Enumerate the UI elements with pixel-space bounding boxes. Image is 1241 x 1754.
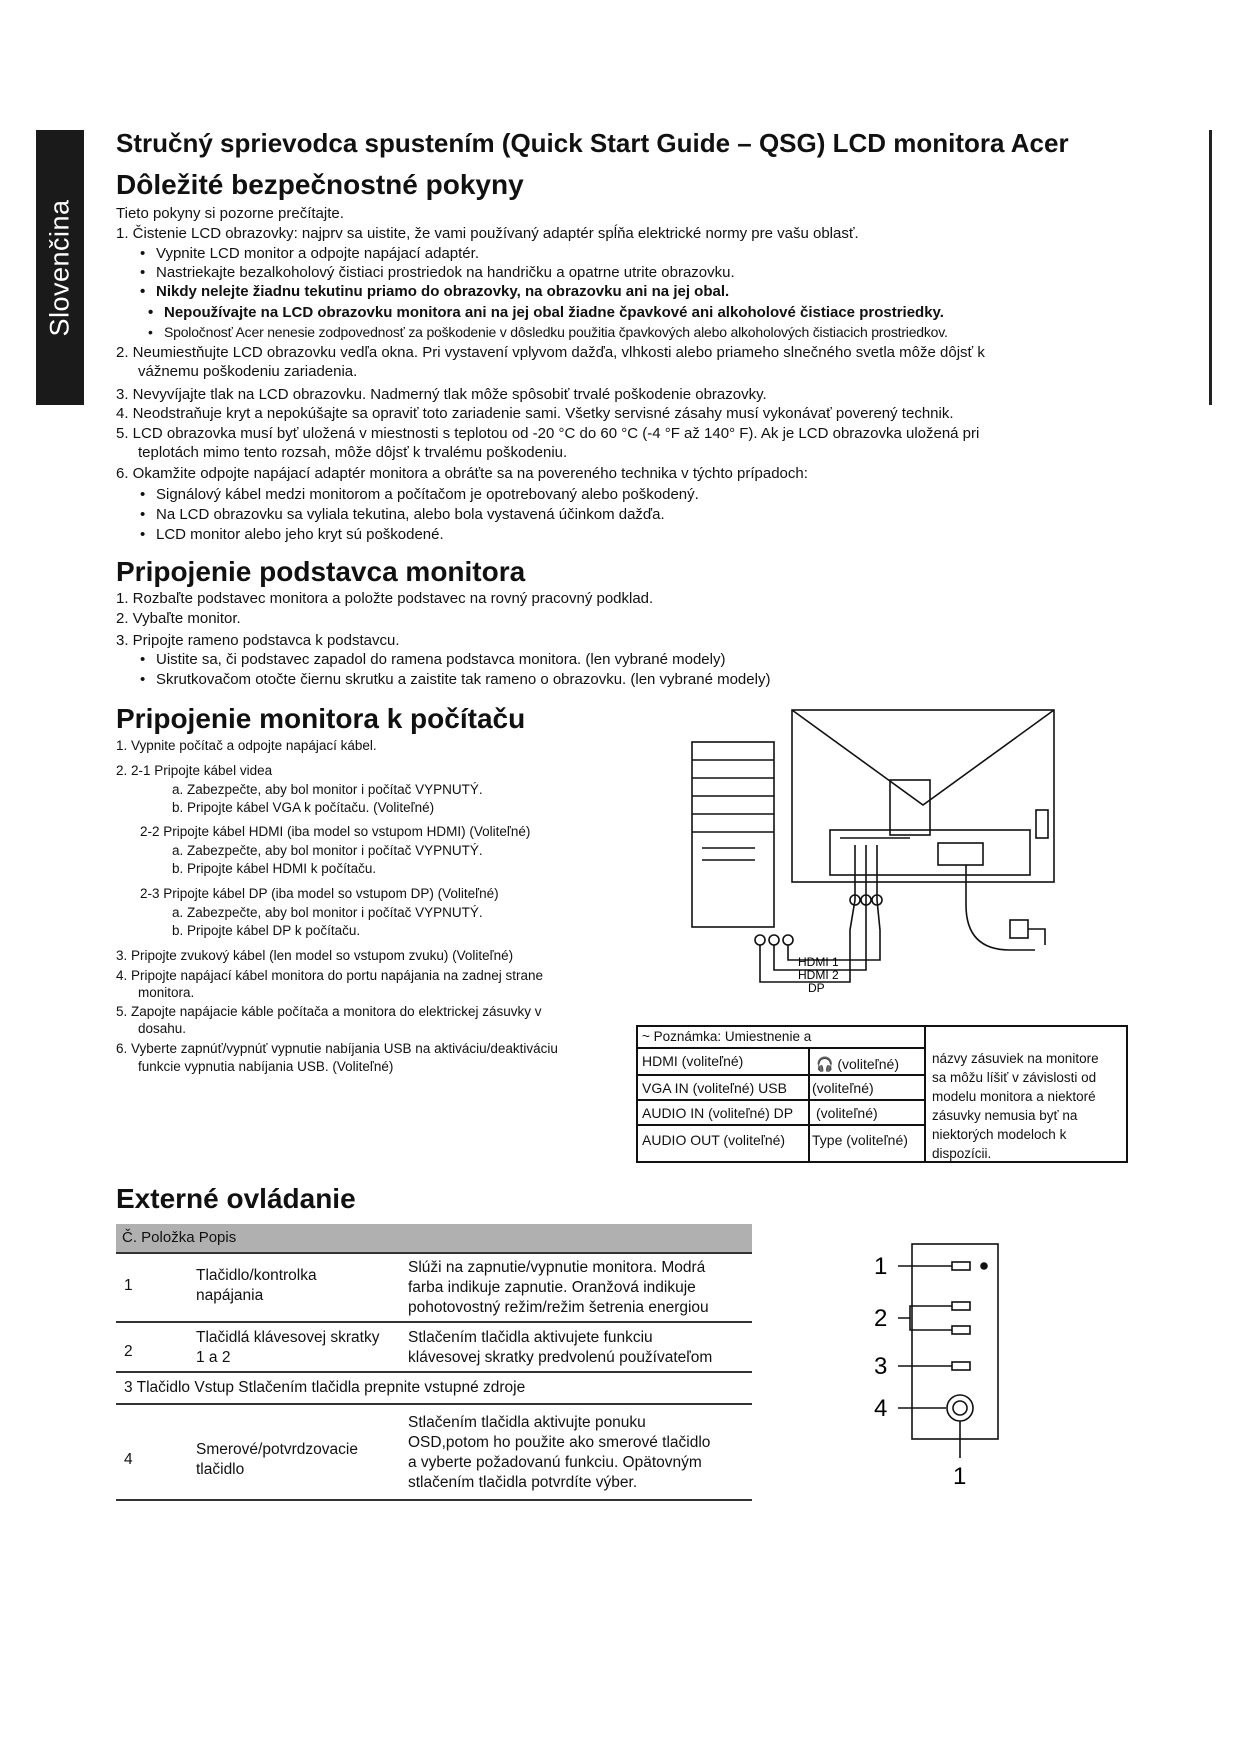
connect-step-4-cont: monitora. — [138, 985, 195, 1000]
controls-r1-desc-1: Slúži na zapnutie/vypnutie monitora. Modrá — [408, 1259, 706, 1276]
note-right-line: niektorých modeloch k — [932, 1127, 1067, 1142]
connect-step-3: 3. Pripojte zvukový kábel (len model so vstupom zvuku) (Voliteľné) — [116, 948, 514, 963]
connect-step-6: 6. Vyberte zapnúť/vypnúť vypnutie nabíjania USB na aktiváciu/deaktiváciu — [116, 1041, 558, 1056]
language-tab — [36, 130, 84, 405]
controls-r4-item-1: Smerové/potvrdzovacie — [196, 1441, 358, 1458]
diagram-num-2: 2 — [874, 1305, 888, 1332]
safety-item-4: 4. Neodstraňuje kryt a nepokúšajte sa opraviť toto zariadenie sami. Všetky servisné zásahy musí vykonávať poverený technik. — [116, 405, 954, 422]
safety-item-6-bullet-3: • LCD monitor alebo jeho kryt sú poškodené. — [156, 525, 444, 544]
safety-item-6-bullet-1: • Signálový kábel medzi monitorom a počítačom je opotrebovaný alebo poškodený. — [156, 485, 699, 504]
diagram-num-4: 4 — [874, 1395, 888, 1422]
page-title: Stručný sprievodca spustením (Quick Start Guide – QSG) LCD monitora Acer — [116, 128, 1069, 158]
diagram-num-1-bottom: 1 — [953, 1463, 967, 1490]
connect-step-2-2b: b. Pripojte kábel HDMI k počítaču. — [172, 861, 377, 876]
controls-r1-desc-3: pohotovostný režim/režim šetrenia energiou — [408, 1299, 709, 1316]
controls-r4-item-2: tlačidlo — [196, 1461, 245, 1478]
diagram-label-hdmi1: HDMI 1 — [798, 955, 839, 969]
safety-item-2-cont: vážnemu poškodeniu zariadenia. — [138, 363, 358, 380]
note-r2c1: VGA IN (voliteľné) USB — [642, 1080, 787, 1096]
note-head: ~ Poznámka: Umiestnenie a — [642, 1029, 812, 1044]
stand-step-2: 2. Vybaľte monitor. — [116, 610, 241, 627]
controls-r2-num: 2 — [124, 1343, 133, 1360]
safety-item-5-cont: teplotách mimo tento rozsah, môže dôjsť k trvalému poškodeniu. — [138, 444, 568, 461]
connect-heading: Pripojenie monitora k počítaču — [116, 703, 526, 734]
note-right-line: zásuvky nemusia byť na — [932, 1108, 1078, 1123]
controls-r2-desc-2: klávesovej skratky predvolenú používateľom — [408, 1349, 713, 1366]
controls-table-header-text: Č. Položka Popis — [122, 1229, 237, 1246]
note-right-line: dispozícii. — [932, 1146, 992, 1161]
note-r1c1: HDMI (voliteľné) — [642, 1053, 744, 1069]
stand-heading: Pripojenie podstavca monitora — [116, 556, 526, 587]
safety-item-3: 3. Nevyvíjajte tlak na LCD obrazovku. Nadmerný tlak môže spôsobiť trvalé poškodenie obrazovky. — [116, 386, 767, 403]
note-r4c2: Type (voliteľné) — [812, 1132, 908, 1148]
safety-item-5: 5. LCD obrazovka musí byť uložená v miestnosti s teplotou od -20 °C do 60 °C (-4 °F až 140° F). Ak je LCD obrazovka uložená pri — [116, 425, 980, 442]
safety-item-2: 2. Neumiestňujte LCD obrazovku vedľa okna. Pri vystavení vplyvom dažďa, vlhkosti alebo priameho slnečného svetla môže dôjsť k — [116, 344, 985, 361]
stand-step-1: 1. Rozbaľte podstavec monitora a položte podstavec na rovný pracovný podklad. — [116, 590, 654, 607]
safety-item-1-bullet-1: • Vypnite LCD monitor a odpojte napájací adaptér. — [156, 244, 479, 263]
controls-r1-item-2: napájania — [196, 1287, 264, 1304]
monitor-back-shape — [792, 710, 1054, 882]
note-r1c2-text: (voliteľné) — [837, 1056, 899, 1072]
controls-r4-num: 4 — [124, 1451, 133, 1468]
diagram-label-dp: DP — [808, 981, 825, 995]
stand-step-3-bullet-2: • Skrutkovačom otočte čiernu skrutku a zaistite tak rameno o obrazovku. (len vybrané modely) — [156, 670, 770, 689]
note-right-line: názvy zásuviek na monitore — [932, 1051, 1099, 1066]
connect-step-2: 2. 2-1 Pripojte kábel videa — [116, 763, 273, 778]
pc-tower-shape — [692, 742, 774, 927]
connect-step-2-1b: b. Pripojte kábel VGA k počítaču. (Voliteľné) — [172, 800, 435, 815]
safety-item-1-bullet-4: • Nepoužívajte na LCD obrazovku monitora ani na jej obal žiadne čpavkové ani alkoholové čistiace prostriedky. — [164, 303, 944, 322]
safety-item-1-bullet-5: • Spoločnosť Acer nenesie zodpovednosť za poškodenie v dôsledku použitia čpavkových alebo alkoholových čistiacich prostriedkov. — [164, 323, 948, 341]
controls-r4-desc-2: OSD,potom ho použite ako smerové tlačidlo — [408, 1434, 711, 1451]
connect-step-2-3a: a. Zabezpečte, aby bol monitor i počítač VYPNUTÝ. — [172, 905, 483, 920]
connect-step-2-3: 2-3 Pripojte kábel DP (iba model so vstupom DP) (Voliteľné) — [140, 886, 499, 901]
connect-step-5: 5. Zapojte napájacie káble počítača a monitora do elektrickej zásuvky v — [116, 1004, 542, 1019]
headphone-icon: 🎧 — [816, 1056, 834, 1072]
controls-r4-desc-4: stlačením tlačidla potvrdíte výber. — [408, 1474, 638, 1491]
connect-step-2-2: 2-2 Pripojte kábel HDMI (iba model so vstupom HDMI) (Voliteľné) — [140, 824, 531, 839]
note-right-line: sa môžu líšiť v závislosti od — [932, 1070, 1097, 1085]
note-right-line: modelu monitora a niektoré — [932, 1089, 1096, 1104]
power-adapter-shape — [1010, 920, 1028, 938]
note-r3c1: AUDIO IN (voliteľné) DP — [642, 1105, 794, 1121]
safety-item-1: 1. Čistenie LCD obrazovky: najprv sa uistite, že vami používaný adaptér spĺňa elektrické normy pre vašu oblasť. — [116, 225, 859, 242]
monitor-side-panel — [912, 1244, 998, 1439]
connect-step-5-cont: dosahu. — [138, 1021, 187, 1036]
diagram-num-3: 3 — [874, 1353, 888, 1380]
controls-r2-desc-1: Stlačením tlačidla aktivujete funkciu — [408, 1329, 653, 1346]
controls-r1-num: 1 — [124, 1277, 133, 1294]
safety-intro: Tieto pokyny si pozorne prečítajte. — [116, 205, 344, 222]
controls-diagram — [860, 1240, 1040, 1495]
connect-step-4: 4. Pripojte napájací kábel monitora do portu napájania na zadnej strane — [116, 968, 544, 983]
stand-step-3: 3. Pripojte rameno podstavca k podstavcu. — [116, 632, 400, 649]
note-r2c2: (voliteľné) — [812, 1080, 874, 1096]
controls-r1-item-1: Tlačidlo/kontrolka — [196, 1267, 317, 1284]
controls-r4-desc-3: a vyberte požadovanú funkciu. Opätovným — [408, 1454, 702, 1471]
controls-table-header — [116, 1224, 752, 1252]
safety-item-1-bullet-2: • Nastriekajte bezalkoholový čistiaci prostriedok na handričku a opatrne utrite obrazovku. — [156, 263, 735, 282]
safety-item-6: 6. Okamžite odpojte napájací adaptér monitora a obráťte sa na povereného technika v týchto prípadoch: — [116, 465, 808, 482]
connect-step-1: 1. Vypnite počítač a odpojte napájací kábel. — [116, 738, 377, 753]
controls-r4-desc-1: Stlačením tlačidla aktivujte ponuku — [408, 1414, 646, 1431]
safety-item-1-bullet-3: • Nikdy nelejte žiadnu tekutinu priamo do obrazovky, na obrazovku ani na jej obal. — [156, 282, 729, 301]
connect-step-2-1a: a. Zabezpečte, aby bol monitor i počítač VYPNUTÝ. — [172, 782, 483, 797]
controls-r2-item-1: Tlačidlá klávesovej skratky — [196, 1329, 380, 1346]
stand-step-3-bullet-1: • Uistite sa, či podstavec zapadol do ramena podstavca monitora. (len vybrané modely) — [156, 650, 725, 669]
controls-r1-desc-2: farba indikuje zapnutie. Oranžová indikuje — [408, 1279, 696, 1296]
note-r4c1: AUDIO OUT (voliteľné) — [642, 1132, 786, 1148]
controls-r2-item-2: 1 a 2 — [196, 1349, 231, 1366]
safety-item-6-bullet-2: • Na LCD obrazovku sa vyliala tekutina, alebo bola vystavená účinkom dažďa. — [156, 505, 665, 524]
note-r1c2 — [816, 1056, 899, 1073]
note-right-text — [932, 1049, 1099, 1163]
diagram-label-hdmi2: HDMI 2 — [798, 968, 839, 982]
connect-step-2-3b: b. Pripojte kábel DP k počítaču. — [172, 923, 361, 938]
safety-heading: Dôležité bezpečnostné pokyny — [116, 169, 524, 200]
diagram-num-1: 1 — [874, 1253, 888, 1280]
controls-heading: Externé ovládanie — [116, 1183, 356, 1214]
connect-step-2-2a: a. Zabezpečte, aby bol monitor i počítač VYPNUTÝ. — [172, 843, 483, 858]
controls-r3: 3 Tlačidlo Vstup Stlačením tlačidla prepnite vstupné zdroje — [124, 1379, 526, 1396]
note-r3c2: (voliteľné) — [816, 1105, 878, 1121]
connect-step-6-cont: funkcie vypnutia nabíjania USB. (Voliteľné) — [138, 1059, 394, 1074]
connection-diagram — [680, 700, 1080, 1010]
port-note-table — [636, 1025, 1128, 1163]
language-tab-label: Slovenčina — [44, 198, 75, 337]
margin-rule — [1209, 130, 1212, 405]
